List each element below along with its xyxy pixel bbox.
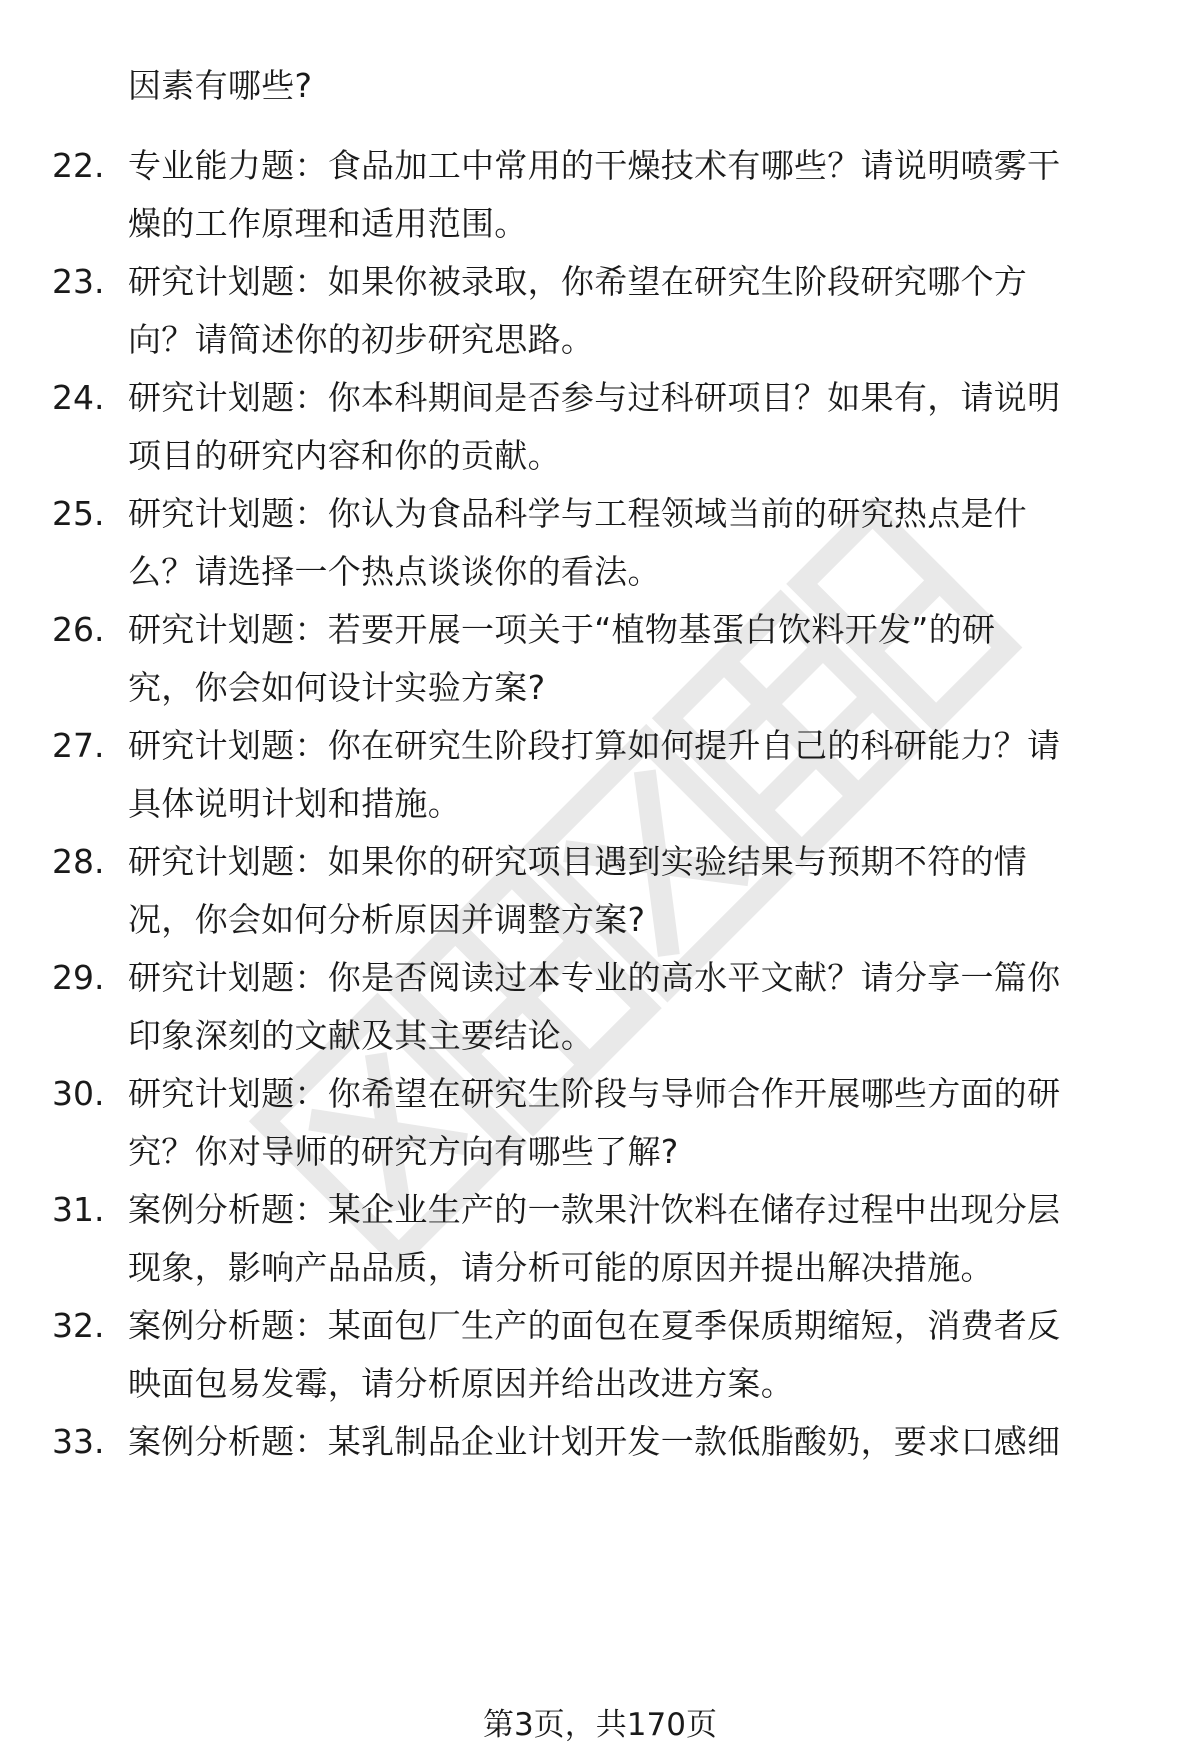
question-number: 33. [52, 1422, 105, 1461]
question-number: 28. [52, 842, 105, 881]
question-text: 研究计划题：若要开展一项关于“植物基蛋白饮料开发”的研 究，你会如何设计实验方案? [128, 610, 996, 707]
question-number: 24. [52, 378, 105, 417]
question-text: 案例分析题：某乳制品企业计划开发一款低脂酸奶，要求口感细 [128, 1422, 1061, 1461]
question-text: 研究计划题：如果你被录取，你希望在研究生阶段研究哪个方 向？请简述你的初步研究思路。 [128, 262, 1028, 359]
question-text: 案例分析题：某面包厂生产的面包在夏季保质期缩短，消费者反 映面包易发霉，请分析原因并给出改进方案。 [128, 1306, 1061, 1403]
question-text: 研究计划题：你是否阅读过本专业的高水平文献？请分享一篇你 印象深刻的文献及其主要结论。 [128, 958, 1061, 1055]
question-text: 研究计划题：你本科期间是否参与过科研项目？如果有，请说明 项目的研究内容和你的贡献。 [128, 378, 1061, 475]
question-text: 研究计划题：你希望在研究生阶段与导师合作开展哪些方面的研 究？你对导师的研究方向有哪些了解? [128, 1074, 1061, 1171]
continued-question-text: 因素有哪些? [128, 66, 313, 105]
question-number: 31. [52, 1190, 105, 1229]
question-text: 研究计划题：如果你的研究项目遇到实验结果与预期不符的情 况，你会如何分析原因并调整方案? [128, 842, 1028, 939]
question-number: 29. [52, 958, 105, 997]
question-text: 研究计划题：你在研究生阶段打算如何提升自己的科研能力？请 具体说明计划和措施。 [128, 726, 1061, 823]
question-number: 25. [52, 494, 105, 533]
question-text: 案例分析题：某企业生产的一款果汁饮料在储存过程中出现分层 现象，影响产品品质，请分析可能的原因并提出解决措施。 [128, 1190, 1061, 1287]
question-number: 30. [52, 1074, 105, 1113]
question-text: 专业能力题：食品加工中常用的干燥技术有哪些？请说明喷雾干 燥的工作原理和适用范围。 [128, 146, 1061, 243]
question-number: 32. [52, 1306, 105, 1345]
page-number-footer: 第3页，共170页 [483, 1707, 717, 1743]
question-number: 27. [52, 726, 105, 765]
question-number: 23. [52, 262, 105, 301]
question-number: 22. [52, 146, 105, 185]
question-text: 研究计划题：你认为食品科学与工程领域当前的研究热点是什 么？请选择一个热点谈谈你的看法。 [128, 494, 1028, 591]
question-number: 26. [52, 610, 105, 649]
